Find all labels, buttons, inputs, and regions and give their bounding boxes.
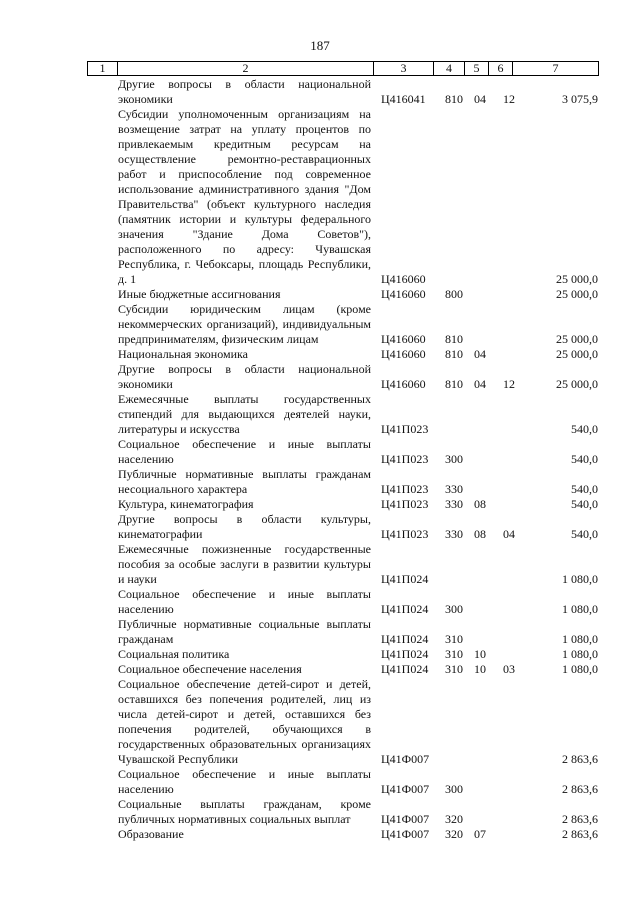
row-target-code: Ц41П023 xyxy=(381,497,429,511)
table-row xyxy=(0,587,640,617)
row-expense-type: 310 xyxy=(445,632,463,646)
header-col-4: 4 xyxy=(434,62,465,75)
row-name: Другие вопросы в области национальной экономики xyxy=(118,362,371,391)
row-target-code: Ц416041 xyxy=(381,92,426,106)
row-name: Иные бюджетные ассигнования xyxy=(118,287,281,301)
row-expense-type: 320 xyxy=(445,812,463,826)
row-amount: 25 000,0 xyxy=(556,332,598,346)
header-col-2: 2 xyxy=(118,62,374,75)
row-amount: 1 080,0 xyxy=(562,572,598,586)
row-target-code: Ц41П024 xyxy=(381,572,429,586)
row-target-code: Ц416060 xyxy=(381,377,426,391)
row-target-code: Ц41Ф007 xyxy=(381,752,430,766)
row-section: 07 xyxy=(474,827,486,841)
row-section: 04 xyxy=(474,92,486,106)
row-name: Другие вопросы в области национальной экономики xyxy=(118,77,371,106)
row-expense-type: 300 xyxy=(445,452,463,466)
row-amount: 25 000,0 xyxy=(556,347,598,361)
row-expense-type: 320 xyxy=(445,827,463,841)
row-expense-type: 330 xyxy=(445,482,463,496)
table-row xyxy=(0,392,640,437)
row-target-code: Ц416060 xyxy=(381,332,426,346)
row-expense-type: 800 xyxy=(445,287,463,301)
row-name: Социальная политика xyxy=(118,647,230,661)
row-expense-type: 810 xyxy=(445,92,463,106)
row-subsection: 12 xyxy=(503,377,515,391)
row-amount: 25 000,0 xyxy=(556,287,598,301)
header-col-3: 3 xyxy=(374,62,434,75)
row-expense-type: 810 xyxy=(445,377,463,391)
header-col-6: 6 xyxy=(489,62,513,75)
row-target-code: Ц416060 xyxy=(381,347,426,361)
row-section: 08 xyxy=(474,497,486,511)
table-row xyxy=(0,617,640,647)
row-section: 10 xyxy=(474,662,486,676)
table-row xyxy=(0,347,640,362)
row-name: Образование xyxy=(118,827,184,841)
row-expense-type: 810 xyxy=(445,347,463,361)
row-section: 04 xyxy=(474,347,486,361)
row-expense-type: 300 xyxy=(445,602,463,616)
row-target-code: Ц41П024 xyxy=(381,602,429,616)
row-target-code: Ц416060 xyxy=(381,272,426,286)
table-row xyxy=(0,512,640,542)
header-col-5: 5 xyxy=(465,62,489,75)
row-amount: 1 080,0 xyxy=(562,647,598,661)
row-amount: 3 075,9 xyxy=(562,92,598,106)
row-amount: 2 863,6 xyxy=(562,827,598,841)
row-amount: 540,0 xyxy=(571,527,598,541)
row-name: Культура, кинематография xyxy=(118,497,254,511)
row-subsection: 12 xyxy=(503,92,515,106)
row-name: Публичные нормативные социальные выплаты гражданам xyxy=(118,617,371,646)
table-row xyxy=(0,77,640,107)
table-row xyxy=(0,287,640,302)
row-amount: 25 000,0 xyxy=(556,272,598,286)
row-section: 04 xyxy=(474,377,486,391)
table-row xyxy=(0,107,640,287)
row-target-code: Ц41П024 xyxy=(381,662,429,676)
row-target-code: Ц41П024 xyxy=(381,632,429,646)
row-target-code: Ц41П023 xyxy=(381,482,429,496)
table-row xyxy=(0,767,640,797)
row-expense-type: 310 xyxy=(445,662,463,676)
row-expense-type: 300 xyxy=(445,782,463,796)
budget-table-body xyxy=(0,77,640,842)
row-subsection: 03 xyxy=(503,662,515,676)
row-name: Национальная экономика xyxy=(118,347,248,361)
row-name: Публичные нормативные выплаты гражданам несоциального характера xyxy=(118,467,371,496)
row-amount: 2 863,6 xyxy=(562,812,598,826)
row-target-code: Ц41П024 xyxy=(381,647,429,661)
row-subsection: 04 xyxy=(503,527,515,541)
table-row xyxy=(0,647,640,662)
table-row xyxy=(0,302,640,347)
row-name: Социальное обеспечение и иные выплаты населению xyxy=(118,767,371,796)
table-row xyxy=(0,467,640,497)
row-amount: 2 863,6 xyxy=(562,752,598,766)
table-row xyxy=(0,677,640,767)
table-row xyxy=(0,437,640,467)
row-expense-type: 330 xyxy=(445,497,463,511)
row-name: Субсидии юридическим лицам (кроме некоммерческих организаций), индивидуальным предпринимателям, физическим лицам xyxy=(118,302,371,346)
header-col-1: 1 xyxy=(88,62,118,75)
row-amount: 540,0 xyxy=(571,497,598,511)
row-amount: 2 863,6 xyxy=(562,782,598,796)
table-row xyxy=(0,827,640,842)
table-row xyxy=(0,542,640,587)
row-target-code: Ц41П023 xyxy=(381,422,429,436)
row-target-code: Ц41Ф007 xyxy=(381,827,430,841)
table-row xyxy=(0,662,640,677)
row-name: Социальное обеспечение населения xyxy=(118,662,302,676)
table-header xyxy=(87,61,599,76)
row-name: Субсидии уполномоченным организациям на возмещение затрат на уплату процентов по привлекаемым кредитным ресурсам на осуществление ремонтно-реставрационных работ и приспособление под современное использование административного здания "Дом Правительства" (объект культурного наследия (памятник истории и культуры федерального значения "Здание Дома Советов"), расположенного по адресу: Чувашская Республика, г. Чебоксары, площадь Республики, д. 1 xyxy=(118,107,371,286)
row-amount: 25 000,0 xyxy=(556,377,598,391)
row-name: Социальное обеспечение детей-сирот и детей, оставшихся без попечения родителей, лиц из числа детей-сирот и детей, оставшихся без попечения родителей, обучающихся в государственных образовательных организациях Чувашской Республики xyxy=(118,677,371,766)
row-amount: 540,0 xyxy=(571,452,598,466)
row-expense-type: 810 xyxy=(445,332,463,346)
row-name: Ежемесячные выплаты государственных стипендий для выдающихся деятелей науки, литературы и искусства xyxy=(118,392,371,436)
row-amount: 1 080,0 xyxy=(562,632,598,646)
row-name: Ежемесячные пожизненные государственные пособия за особые заслуги в развитии культуры и науки xyxy=(118,542,371,586)
table-row xyxy=(0,497,640,512)
table-row xyxy=(0,797,640,827)
row-expense-type: 310 xyxy=(445,647,463,661)
row-target-code: Ц41Ф007 xyxy=(381,812,430,826)
page-number: 187 xyxy=(310,38,330,53)
header-col-7: 7 xyxy=(552,61,559,75)
row-name: Другие вопросы в области культуры, кинематографии xyxy=(118,512,371,541)
row-amount: 540,0 xyxy=(571,482,598,496)
row-name: Социальные выплаты гражданам, кроме публичных нормативных социальных выплат xyxy=(118,797,371,826)
row-target-code: Ц41Ф007 xyxy=(381,782,430,796)
row-target-code: Ц41П023 xyxy=(381,452,429,466)
row-section: 08 xyxy=(474,527,486,541)
row-expense-type: 330 xyxy=(445,527,463,541)
row-section: 10 xyxy=(474,647,486,661)
row-amount: 1 080,0 xyxy=(562,602,598,616)
row-name: Социальное обеспечение и иные выплаты населению xyxy=(118,437,371,466)
row-name: Социальное обеспечение и иные выплаты населению xyxy=(118,587,371,616)
row-amount: 1 080,0 xyxy=(562,662,598,676)
row-amount: 540,0 xyxy=(571,422,598,436)
table-row xyxy=(0,362,640,392)
row-target-code: Ц416060 xyxy=(381,287,426,301)
row-target-code: Ц41П023 xyxy=(381,527,429,541)
